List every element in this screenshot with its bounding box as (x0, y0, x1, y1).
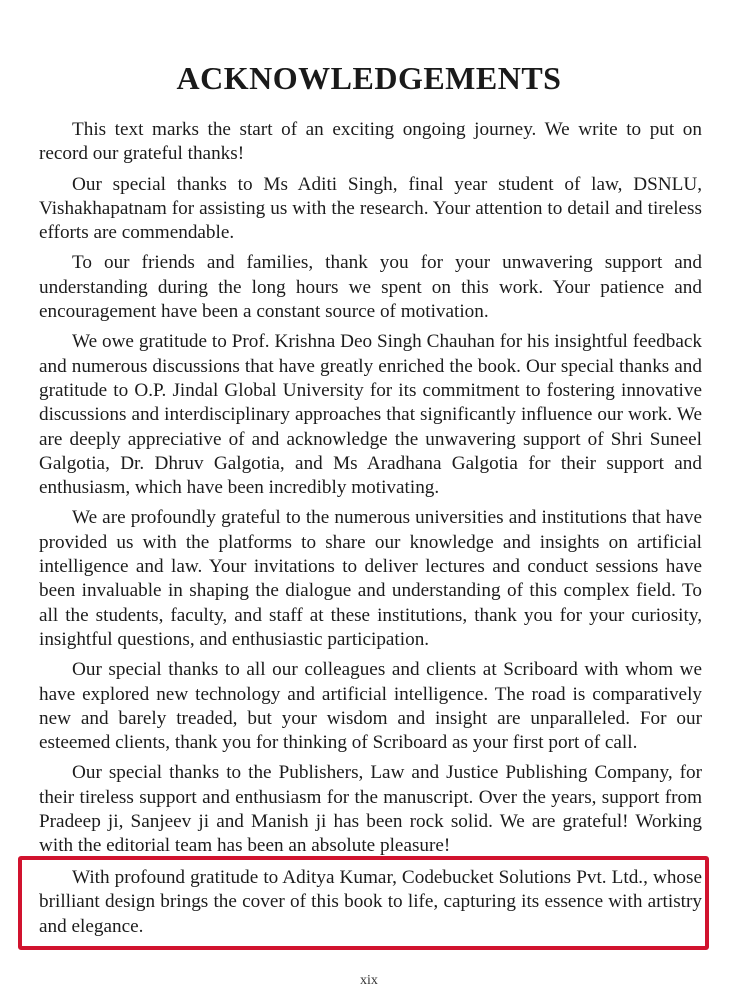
paragraph-opening: This text marks the start of an exciting ongoing journey. We write to put on record our grateful thanks! (39, 119, 702, 165)
paragraph-cover-design-thanks: With profound gratitude to Aditya Kumar, Codebucket Solutions Pvt. Ltd., whose brilliant design brings the cover of this book to life, capturing its essence with artistry and elegance. (39, 867, 702, 937)
page-number: xix (360, 973, 378, 988)
paragraph-publisher-thanks: Our special thanks to the Publishers, Law and Justice Publishing Company, for their tireless support and enthusiasm for the manuscript. Over the years, support from Pradeep ji, Sanjeev ji and Manish ji has been rock solid. We are grateful! Working with the editorial team has been an absolute pleasure! (39, 762, 702, 857)
acknowledgements-body (39, 118, 702, 865)
paragraph-university-thanks: We owe gratitude to Prof. Krishna Deo Singh Chauhan for his insightful feedback and numerous discussions that have greatly enriched the book. Our special thanks and gratitude to O.P. Jindal Global University for its commitment to fostering innovative discussions and interdisciplinary approaches that significantly influence our work. We are deeply appreciative of and acknowledge the unwavering support of Shri Suneel Galgotia, Dr. Dhruv Galgotia, and Ms Aradhana Galgotia for their support and enthusiasm, which have been incredibly motivating. (39, 331, 702, 499)
paragraph-colleagues-thanks: Our special thanks to all our colleagues and clients at Scriboard with whom we have explored new technology and artificial intelligence. The road is comparatively new and barely treaded, but your wisdom and insight are unparalleled. For our esteemed clients, thank you for thinking of Scriboard as your first port of call. (39, 659, 702, 754)
paragraph-research-thanks: Our special thanks to Ms Aditi Singh, final year student of law, DSNLU, Vishakhapatnam for assisting us with the research. Your attention to detail and tireless efforts are commendable. (39, 173, 702, 244)
paragraph-family-thanks: To our friends and families, thank you for your unwavering support and understanding during the long hours we spent on this work. Your patience and encouragement have been a constant source of motivation. (39, 252, 702, 323)
paragraph-institutions-thanks: We are profoundly grateful to the numerous universities and institutions that have provided us with the platforms to share our knowledge and insights on artificial intelligence and law. Your invitations to deliver lectures and conduct sessions have been invaluable in shaping the dialogue and understanding of this complex field. To all the students, faculty, and staff at these institutions, thank you for your curiosity, insightful questions, and enthusiastic participation. (39, 507, 702, 650)
page-title: ACKNOWLEDGEMENTS (176, 60, 562, 96)
